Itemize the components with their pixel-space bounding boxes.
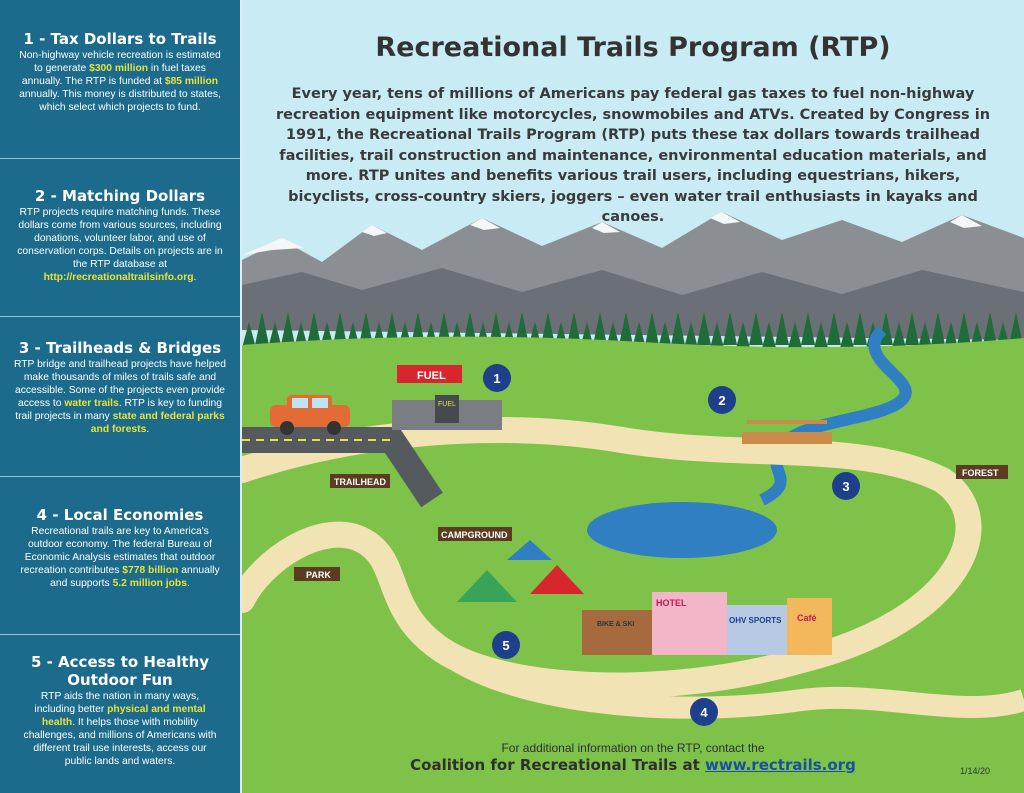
sidebar <box>0 0 240 793</box>
campground-sign-label: CAMPGROUND <box>441 530 508 540</box>
forest-sign-label: FOREST <box>962 468 999 478</box>
highlight-text: $778 billion <box>122 565 179 576</box>
svg-text:4: 4 <box>700 705 708 720</box>
fuel-pump <box>435 395 459 423</box>
panel-title: 2 - Matching Dollars <box>34 187 206 205</box>
highlight-text: http://recreationaltrailsinfo.org <box>43 272 194 283</box>
highlight-text: physical and mental health <box>41 704 206 728</box>
highlight-text: 5.2 million jobs <box>112 578 187 589</box>
marker-4 <box>690 698 718 726</box>
fuel-pump-label: FUEL <box>438 401 456 408</box>
grass-field <box>242 337 1024 793</box>
intro-paragraph: Every year, tens of millions of Americans pay federal gas taxes to fuel non-highway recreation equipment like motorcycles, snowmobiles and ATVs. Created by Congress in 1991, the Recreational Trails Program (RTP) puts these tax dollars towards trailhead facilities, trail construction and maintenance, environmental education materials, and more. RTP unites and benefits various trail users, including equestrians, hikers, bicyclists, cross-country skiers, joggers – even water trail enthusiasts in kayaks and canoes. <box>275 86 991 225</box>
trailhead-sign-label: TRAILHEAD <box>334 477 386 487</box>
date-stamp: 1/14/20 <box>960 766 991 776</box>
panel-body: RTP bridge and trailhead projects have helped make thousands of miles of trails safe and accessible. Some of the projects even provide access to water trails. RTP is key to funding trail projects in many state and federal parks and forests. <box>14 359 226 435</box>
mountain-range <box>242 212 1024 340</box>
panel-title: 5 - Access to Healthy Outdoor Fun <box>30 653 210 689</box>
panel-body: RTP aids the nation in many ways, including better physical and mental health. It helps those with mobility challenges, and millions of Americans with different trail use interests, access our public lands and waters. <box>23 691 217 767</box>
footer-contact-line: For additional information on the RTP, contact the <box>501 741 765 755</box>
svg-text:3: 3 <box>842 479 850 494</box>
svg-text:1: 1 <box>493 371 501 386</box>
fuel-sign-label: FUEL <box>417 370 446 382</box>
marker-5 <box>492 631 520 659</box>
highlight-text: state and federal parks and forests <box>90 411 225 435</box>
footer-org-line <box>242 756 1024 774</box>
panel-tax-dollars <box>0 0 240 159</box>
panel-title: 3 - Trailheads & Bridges <box>18 339 222 357</box>
svg-text:2: 2 <box>718 393 726 408</box>
panel-local-economies <box>0 477 240 635</box>
bridge <box>742 420 832 444</box>
ohv-sports-sign: OHV SPORTS <box>729 616 782 625</box>
footer-at: at <box>677 756 705 774</box>
park-sign-label: PARK <box>306 570 331 580</box>
highlight-text: $300 million <box>89 63 149 74</box>
hotel-sign: HOTEL <box>656 598 687 608</box>
svg-text:5: 5 <box>502 638 510 653</box>
marker-3 <box>832 472 860 500</box>
panel-body: Recreational trails are key to America's outdoor economy. The federal Bureau of Economic Analysis estimates that outdoor recreation contributes $778 billion annually and supports 5.2 million jobs. <box>20 526 220 589</box>
footer-url-link[interactable]: www.rectrails.org <box>705 756 856 774</box>
main-illustration <box>242 0 1024 793</box>
cafe-sign: Café <box>797 613 817 623</box>
highlight-text: $85 million <box>164 76 219 87</box>
panel-title: 4 - Local Economies <box>36 506 204 524</box>
panel-body: Non-highway vehicle recreation is estimated to generate $300 million in fuel taxes annually. The RTP is funded at $85 million annually. This money is distributed to states, which select which projects to fund. <box>19 50 221 113</box>
panel-body: RTP projects require matching funds. These dollars come from various sources, including donations, volunteer labor, and use of conservation corps. Details on projects are in the RTP database at http://recreationaltrailsinfo.org. <box>17 207 223 283</box>
marker-2 <box>708 386 736 414</box>
footer-org-name: Coalition for Recreational Trails <box>410 756 678 774</box>
panel-outdoor-fun <box>0 635 240 793</box>
highlight-text: water trails <box>64 398 119 409</box>
panel-title: 1 - Tax Dollars to Trails <box>23 30 217 48</box>
page-title: Recreational Trails Program (RTP) <box>375 32 891 63</box>
marker-1 <box>483 364 511 392</box>
panel-matching-dollars <box>0 159 240 317</box>
bike-ski-sign: BIKE & SKI <box>597 621 635 628</box>
panel-trailheads-bridges <box>0 317 240 477</box>
lake <box>587 502 777 558</box>
